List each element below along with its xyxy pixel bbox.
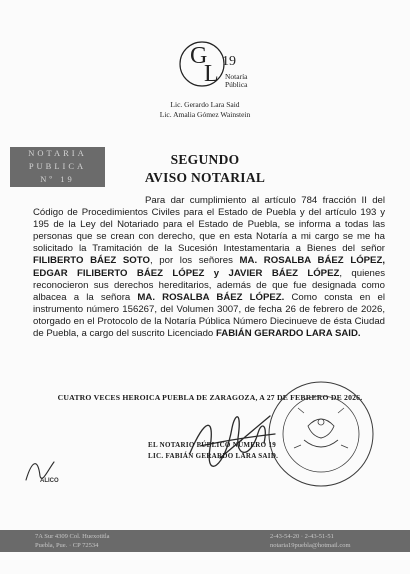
body-bold-3: MA. ROSALBA BÁEZ LÓPEZ. bbox=[137, 291, 285, 303]
footer-email: notaria19puebla@hotmail.com bbox=[270, 542, 351, 549]
logo-number: 19 bbox=[222, 54, 236, 69]
footer-address-2: Puebla, Pue. · CP 72534 bbox=[35, 542, 99, 549]
body-bold-1: FILIBERTO BÁEZ SOTO bbox=[33, 255, 150, 267]
body-text-2: , por los señores bbox=[149, 255, 240, 267]
title-line-1: SEGUNDO bbox=[170, 152, 240, 167]
band-line-1: NOTARIA bbox=[28, 148, 87, 158]
footer-phone: 2-43-54-20 · 2-43-51-51 bbox=[270, 533, 334, 540]
band-line-2: PUBLICA bbox=[28, 161, 87, 171]
body-text-1: Para dar cumplimiento al artículo 784 fracción II del Código de Procedimientos Civiles para el Estado de Puebla y del artículo 193 y 195 de la Ley del Notariado para el Estado de Puebla, se informa a todas las personas que se crean con derecho, que en esta Notaría a mi cargo se me ha solicitado la Tramitación de la Sucesión Intestamentaria a Bienes del señor bbox=[33, 195, 385, 255]
notice-body bbox=[33, 195, 385, 340]
body-text-4: Como consta en el instrumento número 156267, del Volumen 3007, de fecha 26 de febrero de 2026, otorgado en el Protocolo de la Notaría Pública Número Diecinueve de ésta Ciudad de Puebla, a cargo del suscrito Licenciado bbox=[33, 291, 385, 340]
notary-name-2: Lic. Amalia Gómez Wainstein bbox=[159, 110, 251, 119]
signature-line-2: LIC. FABIÁN GERARDO LARA SAID. bbox=[148, 452, 279, 460]
signature-line-1: EL NOTARIO PÚBLICO NÚMERO 19 bbox=[148, 441, 277, 449]
notaria-line2: Pública bbox=[225, 80, 248, 89]
initials-mark bbox=[20, 450, 60, 490]
body-text-3: , quienes reconocieron sus derechos hereditarios, además de que fue designada como albacea a la señora bbox=[33, 267, 386, 303]
notary-name-1: Lic. Gerardo Lara Said bbox=[170, 100, 240, 109]
notaria-label bbox=[225, 73, 248, 89]
handwritten-signature bbox=[180, 398, 280, 478]
band-line-3: Nº 19 bbox=[40, 174, 75, 184]
closing-line: CUATRO VECES HEROICA PUEBLA DE ZARAGOZA, A 27 DE FEBRERO DE 2026. bbox=[57, 393, 363, 402]
footer-address-1: 7A Sur 4309 Col. Huexotitla bbox=[35, 533, 110, 540]
notaria-line1: Notaría bbox=[225, 72, 248, 81]
body-bold-4: FABIÁN GERARDO LARA SAID. bbox=[215, 328, 361, 340]
title-line-2: AVISO NOTARIAL bbox=[144, 170, 266, 185]
body-bold-2: MA. ROSALBA BÁEZ LÓPEZ, EDGAR FILIBERTO BÁEZ LÓPEZ y JAVIER BÁEZ LÓPEZ bbox=[33, 255, 385, 279]
logo-letter-l: L bbox=[204, 61, 219, 87]
logo-letter-g: G bbox=[190, 43, 208, 69]
initials-label: ALICO bbox=[40, 478, 59, 484]
